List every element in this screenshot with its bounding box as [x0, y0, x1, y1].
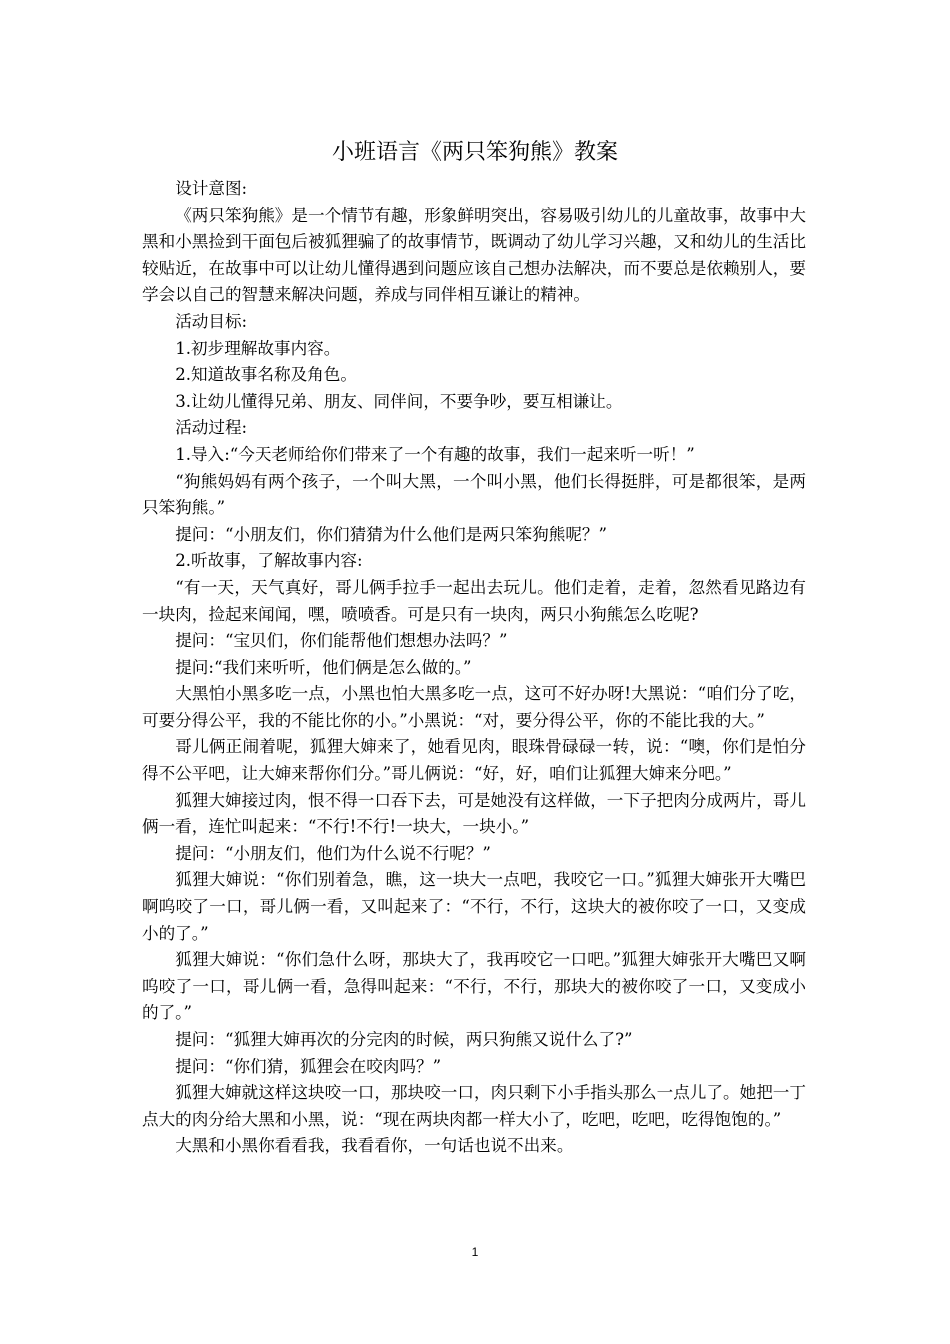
- story-paragraph: 狐狸大婶说：“你们急什么呀，那块大了，我再咬它一口吧。”狐狸大婶张开大嘴巴又啊呜咬了一口，哥儿俩一看，急得叫起来：“不行，不行，那块大的被你咬了一口，又变成小的了。”: [142, 950, 806, 1023]
- story-paragraph: 大黑怕小黑多吃一点，小黑也怕大黑多吃一点，这可不好办呀!大黑说：“咱们分了吃，可要分得公平，我的不能比你的小。”小黑说：“对，要分得公平，你的不能比我的大。”: [142, 684, 806, 730]
- story-paragraph: “有一天，天气真好，哥儿俩手拉手一起出去玩儿。他们走着，走着，忽然看见路边有一块肉，捡起来闻闻，嘿，喷喷香。可是只有一块肉，两只小狗熊怎么吃呢?: [142, 577, 806, 624]
- story-paragraph: 狐狸大婶就这样这块咬一口，那块咬一口，肉只剩下小手指头那么一点儿了。她把一丁点大的肉分给大黑和小黑，说：“现在两块肉都一样大小了，吃吧，吃吧，吃得饱饱的。”: [142, 1083, 806, 1129]
- question: 提问：“狐狸大婶再次的分完肉的时候，两只狗熊又说什么了?”: [175, 1030, 633, 1049]
- paragraph: “狗熊妈妈有两个孩子，一个叫大黑，一个叫小黑，他们长得挺胖，可是都很笨，是两只笨狗熊。”: [142, 471, 806, 518]
- goal-item: 1.初步理解故事内容。: [175, 338, 341, 358]
- document-title: 小班语言《两只笨狗熊》教案: [331, 140, 618, 165]
- story-paragraph: 大黑和小黑你看看我，我看看你，一句话也说不出来。: [175, 1136, 574, 1156]
- goal-item: 3.让幼儿懂得兄弟、朋友、同伴间，不要争吵，要互相谦让。: [175, 391, 623, 411]
- question: 提问:“我们来听听，他们俩是怎么做的。”: [175, 657, 472, 677]
- question: 提问：“宝贝们，你们能帮他们想想办法吗？”: [175, 631, 508, 651]
- section-heading-design-intent: 设计意图:: [175, 179, 248, 198]
- story-paragraph: 狐狸大婶说：“你们别着急，瞧，这一块大一点吧，我咬它一口。”狐狸大婶张开大嘴巴啊呜咬了一口，哥儿俩一看，又叫起来了：“不行，不行，这块大的被你咬了一口，又变成小的了。”: [142, 870, 806, 943]
- goal-item: 2.知道故事名称及角色。: [175, 365, 357, 385]
- paragraph: 《两只笨狗熊》是一个情节有趣，形象鲜明突出，容易吸引幼儿的儿童故事，故事中大黑和小黑捡到干面包后被狐狸骗了的故事情节，既调动了幼儿学习兴趣，又和幼儿的生活比较贴近，在故事中可以让幼儿懂得遇到问题应该自己想办法解决，而不要总是依赖别人，要学会以自己的智慧来解决问题，养成与同伴相互谦让的精神。: [142, 205, 806, 305]
- question: 提问：“你们猜，狐狸会在咬肉吗？”: [175, 1056, 442, 1076]
- story-paragraph: 狐狸大婶接过肉，恨不得一口吞下去，可是她没有这样做，一下子把肉分成两片，哥儿俩一看，连忙叫起来：“不行!不行!一块大，一块小。”: [142, 790, 806, 837]
- question: 提问：“小朋友们，他们为什么说不行呢？”: [175, 843, 491, 863]
- section-heading-activity-goals: 活动目标:: [175, 311, 248, 331]
- page-number: 1: [471, 1245, 479, 1259]
- question: 提问：“小朋友们，你们猜猜为什么他们是两只笨狗熊呢？”: [175, 524, 607, 544]
- section-heading-activity-process: 活动过程:: [175, 418, 248, 438]
- step-heading: 2.听故事，了解故事内容:: [175, 551, 363, 571]
- story-paragraph: 哥儿俩正闹着呢，狐狸大婶来了，她看见肉，眼珠骨碌碌一转，说：“噢，你们是怕分得不公平吧，让大婶来帮你们分。”哥儿俩说：“好，好，咱们让狐狸大婶来分吧。”: [142, 737, 806, 784]
- paragraph: 1.导入:“今天老师给你们带来了一个有趣的故事，我们一起来听一听！”: [175, 444, 695, 464]
- document-body: [142, 176, 806, 1160]
